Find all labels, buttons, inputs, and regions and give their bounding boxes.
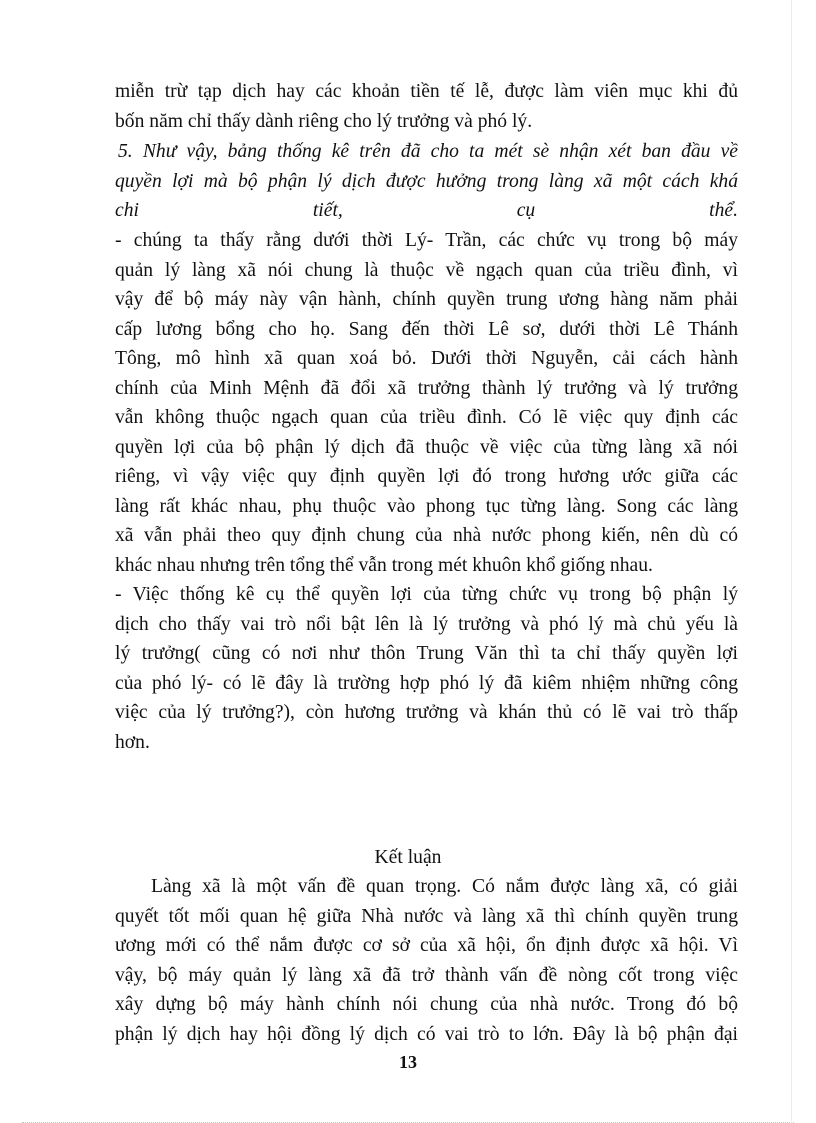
text-line: Tông, mô hình xã quan xoá bỏ. Dưới thời Nguyễn, cải cách hành bbox=[115, 348, 738, 369]
page-number: 13 bbox=[399, 1052, 417, 1072]
conclusion-heading: Kết luận bbox=[374, 847, 442, 868]
text-line: quyền lợi mà bộ phận lý dịch được hưởng trong làng xã một cách khá bbox=[115, 170, 738, 192]
spread-word: chi bbox=[115, 200, 139, 221]
text-line: miễn trừ tạp dịch hay các khoản tiền tế lễ, được làm viên mục khi đủ bbox=[115, 81, 738, 102]
text-line: vậy, bộ máy quản lý làng xã đã trở thành vấn đề nòng cốt trong việc bbox=[115, 964, 738, 986]
text-line: của phó lý- có lẽ đây là trường hợp phó lý đã kiêm nhiệm những công bbox=[115, 672, 738, 694]
text-line: bốn năm chỉ thấy dành riêng cho lý trưởng và phó lý. bbox=[115, 110, 533, 132]
page-right-edge bbox=[791, 0, 792, 1123]
text-line: khác nhau nhưng trên tổng thể vẫn trong mét khuôn khổ giống nhau. bbox=[115, 554, 653, 576]
text-line: chính của Minh Mệnh đã đổi xã trưởng thành lý trưởng và lý trưởng bbox=[115, 377, 738, 399]
conclusion-paragraph bbox=[115, 872, 738, 1049]
text-line: 5. Như vậy, bảng thống kê trên đã cho ta mét sè nhận xét ban đầu về bbox=[118, 141, 738, 162]
text-line: xã vẫn phải theo quy định chung của nhà nước phong kiến, nên dù có bbox=[115, 525, 738, 546]
text-line: - chúng ta thấy rằng dưới thời Lý- Trần, các chức vụ trong bộ máy bbox=[115, 230, 738, 251]
spread-word: cụ bbox=[516, 200, 536, 221]
spread-word: thể. bbox=[709, 200, 738, 221]
text-line: - Việc thống kê cụ thể quyền lợi của từng chức vụ trong bộ phận lý bbox=[115, 584, 738, 605]
text-line-spread bbox=[115, 196, 738, 226]
text-line: cấp lương bổng cho họ. Sang đến thời Lê sơ, dưới thời Lê Thánh bbox=[115, 318, 738, 340]
text-line: quyết tốt mối quan hệ giữa Nhà nước và làng xã thì chính quyền trung bbox=[115, 905, 738, 927]
text-line: xây dựng bộ máy hành chính nói chung của nhà nước. Trong đó bộ bbox=[115, 994, 738, 1015]
text-line: lý trưởng( cũng có nơi như thôn Trung Văn thì ta chỉ thấy quyền lợi bbox=[115, 643, 738, 664]
text-line: vậy để bộ máy này vận hành, chính quyền trung ương hàng năm phải bbox=[115, 289, 738, 310]
text-line: làng rất khác nhau, phụ thuộc vào phong tục từng làng. Song các làng bbox=[115, 495, 738, 517]
point-5-italic-paragraph bbox=[115, 137, 738, 226]
text-line: riêng, vì vậy việc quy định quyền lợi đó trong hương ước giữa các bbox=[115, 466, 738, 487]
text-line: Làng xã là một vấn đề quan trọng. Có nắm được làng xã, có giải bbox=[151, 876, 738, 897]
text-line: hơn. bbox=[115, 731, 150, 753]
text-line: phận lý dịch hay hội đồng lý dịch có vai trò to lớn. Đây là bộ phận đại bbox=[115, 1023, 738, 1045]
spread-word: tiết, bbox=[312, 200, 343, 221]
text-line: quản lý làng xã nói chung là thuộc về ngạch quan của triều đình, vì bbox=[115, 259, 738, 281]
text-line: việc của lý trưởng?), còn hương trưởng và khán thủ có lẽ vai trò thấp bbox=[115, 702, 738, 723]
top-paragraph bbox=[115, 77, 738, 136]
point-5-body bbox=[115, 226, 738, 757]
text-line: ương mới có thể nắm được cơ sở của xã hội, ổn định được xã hội. Vì bbox=[115, 935, 738, 956]
text-line: quyền lợi của bộ phận lý dịch đã thuộc về việc của từng làng xã nói bbox=[115, 436, 738, 458]
text-line: dịch cho thấy vai trò nổi bật lên là lý trưởng và phó lý mà chủ yếu là bbox=[115, 613, 738, 635]
text-line: vẫn không thuộc ngạch quan của triều đình. Có lẽ việc quy định các bbox=[115, 407, 738, 428]
